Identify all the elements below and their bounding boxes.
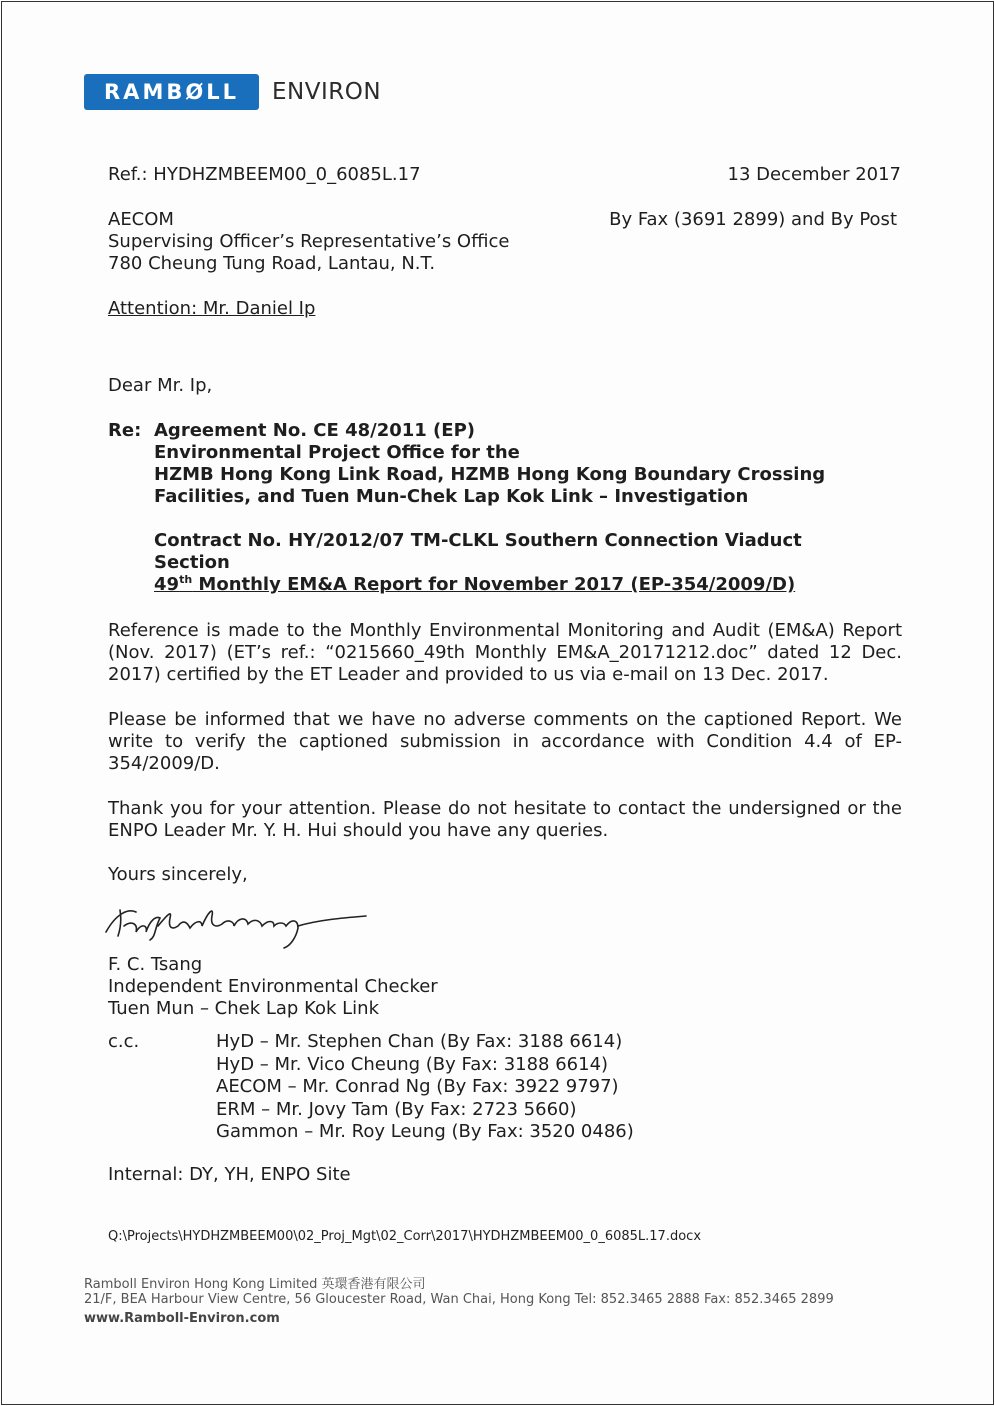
environ-logo-text: ENVIRON — [272, 79, 382, 105]
report-title: 49th Monthly EM&A Report for November 2017 (EP-354/2009/D) — [154, 573, 796, 595]
cc-entry: AECOM – Mr. Conrad Ng (By Fax: 3922 9797) — [216, 1076, 619, 1097]
signatory-project: Tuen Mun – Chek Lap Kok Link — [108, 998, 379, 1019]
closing: Yours sincerely, — [108, 864, 248, 885]
cc-entry: ERM – Mr. Jovy Tam (By Fax: 2723 5660) — [216, 1098, 577, 1120]
subject-label: Re: — [108, 420, 142, 441]
subject-line: Agreement No. CE 48/2011 (EP) — [154, 420, 475, 441]
delivery-method: By Fax (3691 2899) and By Post — [609, 209, 897, 230]
cc-list — [216, 1031, 634, 1144]
subject-line: Environmental Project Office for the — [154, 442, 520, 463]
subject-line: Facilities, and Tuen Mun-Chek Lap Kok Link – Investigation — [154, 486, 749, 507]
letter-page — [1, 1, 994, 1405]
footer-company: Ramboll Environ Hong Kong Limited 英環香港有限公司 — [84, 1277, 426, 1292]
paragraph-thanks: Thank you for your attention. Please do not hesitate to contact the undersigned or the ENPO Leader Mr. Y. H. Hui should you have any queries. — [108, 798, 902, 841]
cc-label: c.c. — [108, 1031, 140, 1052]
recipient-address: 780 Cheung Tung Road, Lantau, N.T. — [108, 253, 436, 274]
internal-distribution: Internal: DY, YH, ENPO Site — [108, 1164, 351, 1185]
file-path: Q:\Projects\HYDHZMBEEM00\02_Proj_Mgt\02_Corr\2017\HYDHZMBEEM00_0_6085L.17.docx — [108, 1229, 702, 1244]
recipient-company: AECOM — [108, 209, 174, 230]
paragraph-no-comments: Please be informed that we have no adverse comments on the captioned Report. We write to verify the captioned submission in accordance with Condition 4.4 of EP-354/2009/D. — [108, 709, 902, 774]
attention-line: Attention: Mr. Daniel Ip — [108, 298, 316, 319]
subject-lines — [154, 420, 825, 596]
paragraph-reference: Reference is made to the Monthly Environmental Monitoring and Audit (EM&A) Report (Nov. 2017) (ET’s ref.: “0215660_49th Monthly EM&A_20171212.doc” dated 12 Dec. 2017) certified by the ET Leader and provided to us via e-mail on 13 Dec. 2017. — [108, 620, 902, 685]
salutation: Dear Mr. Ip, — [108, 375, 213, 396]
recipient-office: Supervising Officer’s Representative’s Office — [108, 231, 510, 252]
subject-line: HZMB Hong Kong Link Road, HZMB Hong Kong Boundary Crossing — [154, 464, 826, 485]
contract-line: Contract No. HY/2012/07 TM-CLKL Southern Connection Viaduct — [154, 530, 802, 551]
footer-address: 21/F, BEA Harbour View Centre, 56 Gloucester Road, Wan Chai, Hong Kong Tel: 852.3465 2888 Fax: 852.3465 2899 — [84, 1292, 834, 1307]
letter-date: 13 December 2017 — [727, 164, 901, 185]
signatory-title: Independent Environmental Checker — [108, 976, 438, 997]
signatory-name: F. C. Tsang — [108, 954, 203, 975]
contract-line: Section — [154, 552, 230, 573]
cc-entry: HyD – Mr. Vico Cheung (By Fax: 3188 6614) — [216, 1053, 609, 1075]
cc-entry: Gammon – Mr. Roy Leung (By Fax: 3520 0486) — [216, 1121, 634, 1142]
footer-website: www.Ramboll-Environ.com — [84, 1311, 280, 1326]
ramboll-logo: RAMBØLL — [84, 74, 259, 110]
handwritten-signature — [98, 896, 373, 956]
reference-number: Ref.: HYDHZMBEEM00_0_6085L.17 — [108, 164, 421, 185]
cc-entry: HyD – Mr. Stephen Chan (By Fax: 3188 6614) — [216, 1031, 623, 1052]
